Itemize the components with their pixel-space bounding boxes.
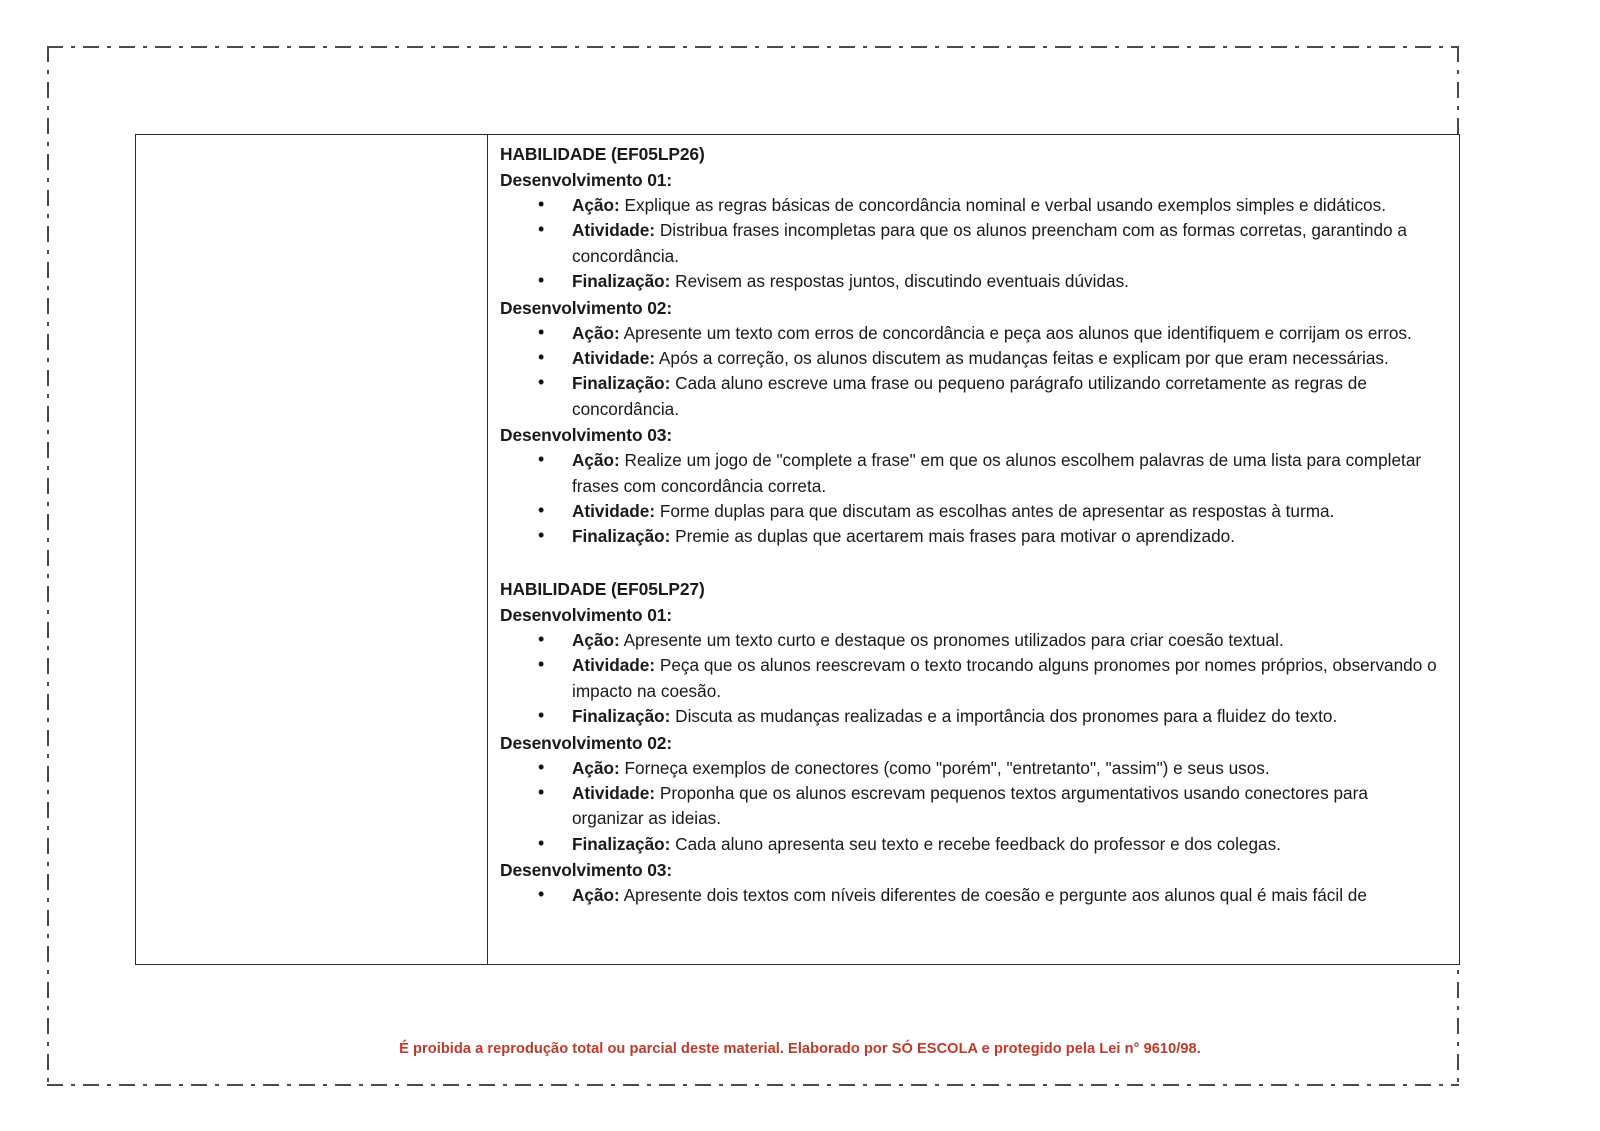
skill-block bbox=[500, 141, 1441, 550]
table-cell-right-content bbox=[488, 135, 1459, 964]
skill-heading: HABILIDADE (EF05LP26) bbox=[500, 144, 705, 164]
page-border-bottom bbox=[47, 1084, 1459, 1086]
bullet-item-text: Forneça exemplos de conectores (como "porém", "entretanto", "assim") e seus usos. bbox=[619, 757, 1270, 778]
content-table bbox=[135, 134, 1460, 965]
bullet-item-text: Discuta as mudanças realizadas e a importância dos pronomes para a fluidez do texto. bbox=[670, 706, 1338, 727]
bullet-item bbox=[500, 628, 1441, 653]
development-heading: Desenvolvimento 02: bbox=[500, 297, 673, 318]
bullet-item bbox=[500, 371, 1441, 422]
bullet-item-text: Cada aluno escreve uma frase ou pequeno parágrafo utilizando corretamente as regras de concordância. bbox=[572, 373, 1367, 419]
bullet-item-text: Cada aluno apresenta seu texto e recebe feedback do professor e dos colegas. bbox=[670, 833, 1281, 854]
copyright-footer: É proibida a reprodução total ou parcial deste material. Elaborado por SÓ ESCOLA e protegido pela Lei n° 9610/98. bbox=[399, 1041, 1201, 1057]
bullet-item bbox=[500, 346, 1441, 371]
bullet-item bbox=[500, 448, 1441, 499]
development-heading: Desenvolvimento 03: bbox=[500, 860, 673, 881]
bullet-item-label: Ação: bbox=[572, 195, 620, 215]
development-bullet-list bbox=[500, 448, 1441, 550]
bullet-item-label: Ação: bbox=[572, 885, 620, 906]
bullet-item bbox=[500, 524, 1441, 549]
bullet-item bbox=[500, 704, 1441, 729]
bullet-item bbox=[500, 499, 1441, 524]
development-heading: Desenvolvimento 03: bbox=[500, 425, 673, 446]
bullet-item-label: Ação: bbox=[572, 757, 620, 778]
page-border-left bbox=[47, 46, 49, 1086]
bullet-item-text: Revisem as respostas juntos, discutindo eventuais dúvidas. bbox=[670, 271, 1129, 292]
bullet-item-label: Atividade: bbox=[572, 501, 656, 522]
bullet-item-text: Realize um jogo de "complete a frase" em que os alunos escolhem palavras de uma lista para completar frases com concordância correta. bbox=[572, 450, 1422, 496]
bullet-item bbox=[500, 269, 1441, 294]
bullet-item-label: Finalização: bbox=[572, 271, 671, 292]
development-heading: Desenvolvimento 01: bbox=[500, 170, 673, 190]
bullet-item-text: Forme duplas para que discutam as escolhas antes de apresentar as respostas à turma. bbox=[655, 501, 1335, 522]
bullet-item-label: Ação: bbox=[572, 450, 620, 471]
development-bullet-list bbox=[500, 628, 1441, 730]
block-spacer bbox=[500, 550, 1441, 576]
bullet-item-text: Peça que os alunos reescrevam o texto trocando alguns pronomes por nomes próprios, observando o impacto na coesão. bbox=[572, 655, 1437, 701]
bullet-item bbox=[500, 832, 1441, 857]
development-heading: Desenvolvimento 02: bbox=[500, 732, 673, 753]
bullet-item-label: Atividade: bbox=[572, 220, 656, 241]
bullet-item-text: Apresente dois textos com níveis diferentes de coesão e pergunte aos alunos qual é mais fácil de bbox=[619, 885, 1367, 906]
bullet-item bbox=[500, 193, 1441, 218]
skill-block bbox=[500, 576, 1441, 909]
table-cell-left-empty bbox=[136, 135, 488, 964]
bullet-item-label: Atividade: bbox=[572, 348, 656, 369]
bullet-item-text: Explique as regras básicas de concordância nominal e verbal usando exemplos simples e didáticos. bbox=[619, 195, 1386, 215]
development-bullet-list bbox=[500, 321, 1441, 423]
bullet-item-label: Atividade: bbox=[572, 655, 656, 676]
page-border-top bbox=[47, 46, 1459, 48]
bullet-item-text: Distribua frases incompletas para que os alunos preencham com as formas corretas, garantindo a concordância. bbox=[572, 220, 1407, 266]
bullet-item-text: Após a correção, os alunos discutem as mudanças feitas e explicam por que eram necessárias. bbox=[655, 348, 1389, 369]
bullet-item-text: Proponha que os alunos escrevam pequenos textos argumentativos usando conectores para organizar as ideias. bbox=[572, 782, 1368, 829]
bullet-item bbox=[500, 756, 1441, 781]
bullet-item-text: Apresente um texto com erros de concordância e peça aos alunos que identifiquem e corrijam os erros. bbox=[619, 322, 1412, 343]
bullet-item-label: Finalização: bbox=[572, 373, 671, 394]
bullet-item-text: Premie as duplas que acertarem mais frases para motivar o aprendizado. bbox=[670, 526, 1235, 547]
bullet-item bbox=[500, 321, 1441, 346]
bullet-item-label: Finalização: bbox=[572, 833, 671, 854]
bullet-item-label: Ação: bbox=[572, 322, 620, 343]
bullet-item-label: Ação: bbox=[572, 629, 620, 650]
bullet-item-label: Atividade: bbox=[572, 782, 656, 803]
bullet-item-label: Finalização: bbox=[572, 706, 671, 727]
bullet-item bbox=[500, 883, 1441, 908]
bullet-item bbox=[500, 781, 1441, 832]
bullet-item-text: Apresente um texto curto e destaque os pronomes utilizados para criar coesão textual. bbox=[619, 629, 1284, 650]
bullet-item bbox=[500, 653, 1441, 704]
development-bullet-list bbox=[500, 193, 1441, 295]
development-bullet-list bbox=[500, 883, 1441, 908]
development-heading: Desenvolvimento 01: bbox=[500, 604, 673, 625]
bullet-item-label: Finalização: bbox=[572, 526, 671, 547]
skill-heading: HABILIDADE (EF05LP27) bbox=[500, 578, 705, 599]
development-bullet-list bbox=[500, 756, 1441, 858]
bullet-item bbox=[500, 218, 1441, 269]
